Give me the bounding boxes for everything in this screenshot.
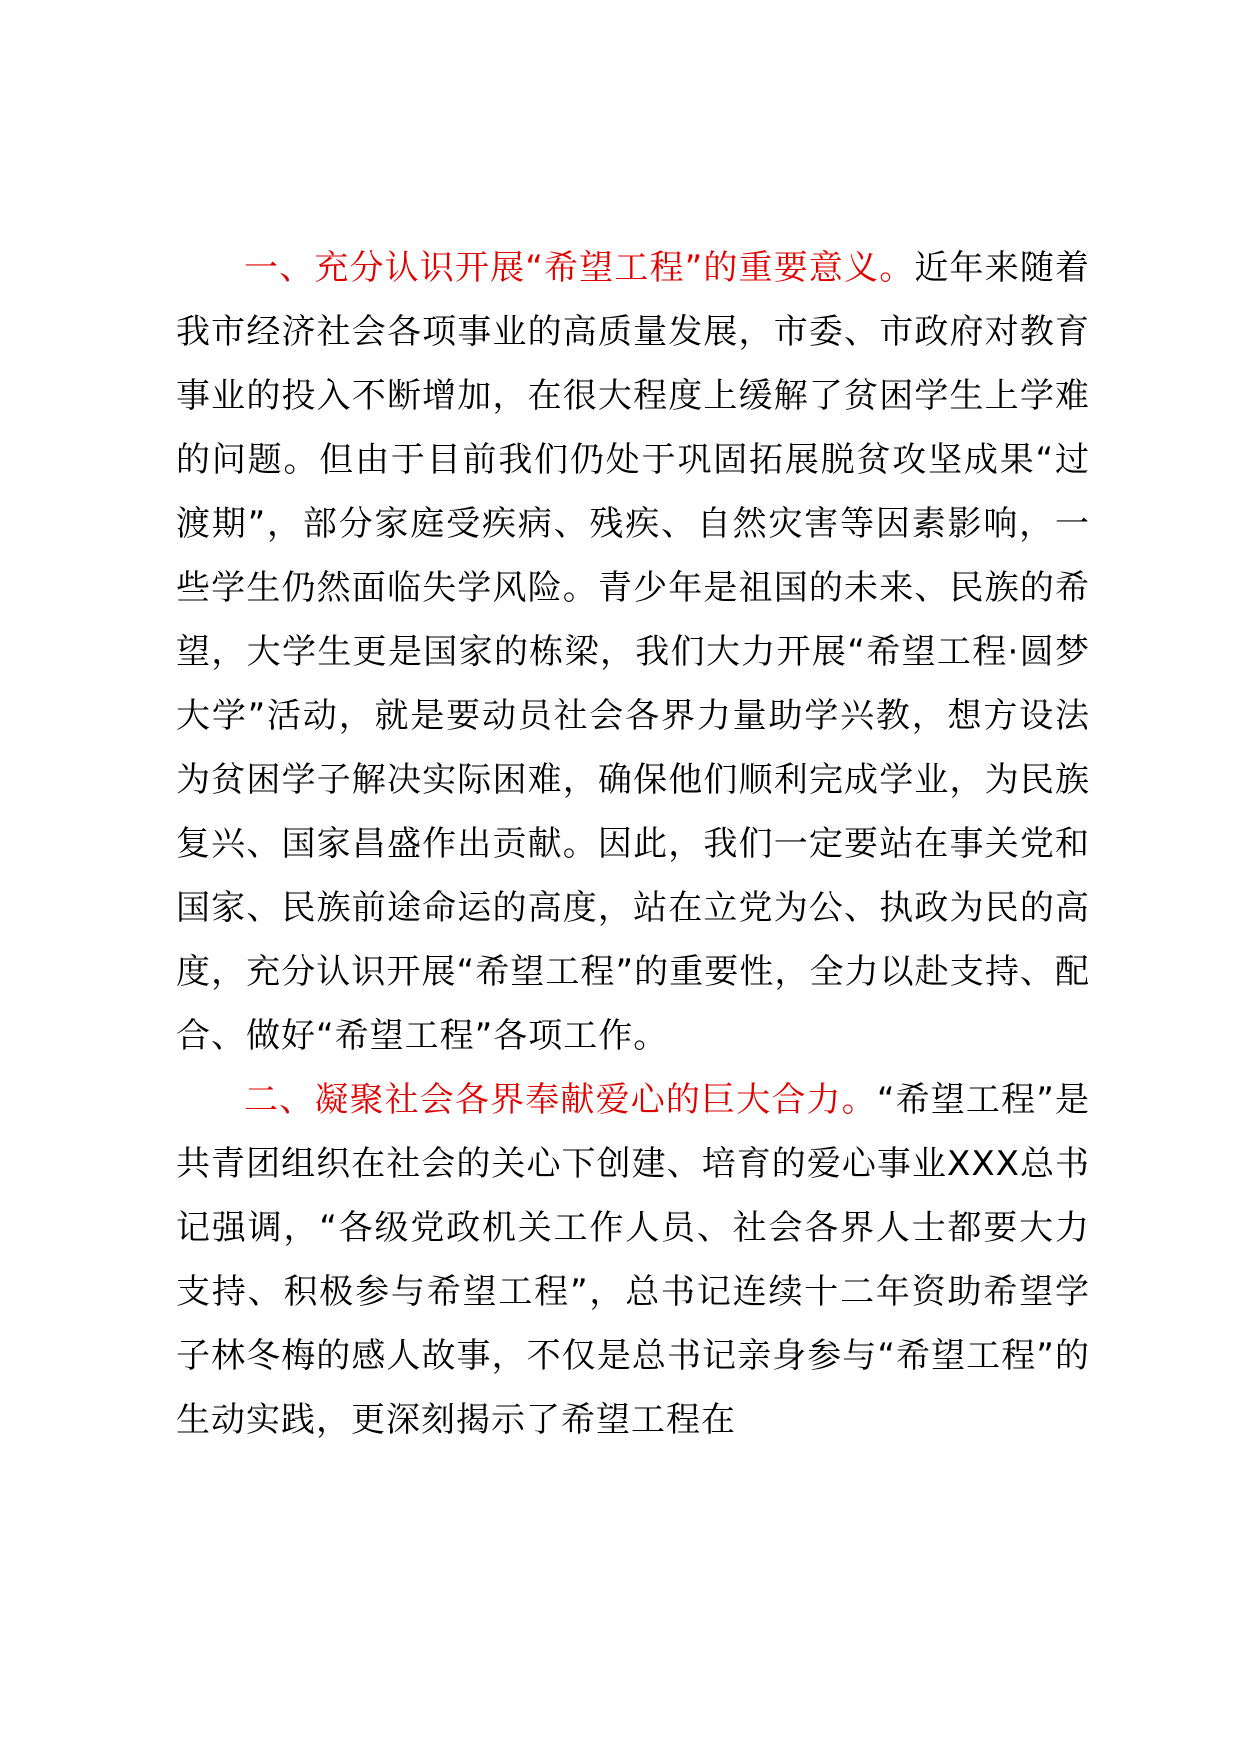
paragraph-2	[176, 1068, 1090, 1452]
section-heading-2: 二、凝聚社会各界奉献爱心的巨大合力。	[244, 1080, 877, 1120]
paragraph-text-2: “希望工程”是共青团组织在社会的关心下创建、培育的爱心事业XXX总书记强调，“各级党政机关工作人员、社会各界人士都要大力支持、积极参与希望工程”，总书记连续十二年资助希望学子林冬梅的感人故事，不仅是总书记亲身参与“希望工程”的生动实践，更深刻揭示了希望工程在	[176, 1080, 1090, 1440]
section-heading-1: 一、充分认识开展“希望工程”的重要意义。	[244, 248, 915, 288]
paragraph-text-1: 近年来随着我市经济社会各项事业的高质量发展，市委、市政府对教育事业的投入不断增加，在很大程度上缓解了贫困学生上学难的问题。但由于目前我们仍处于巩固拓展脱贫攻坚成果“过渡期”，部分家庭受疾病、残疾、自然灾害等因素影响，一些学生仍然面临失学风险。青少年是祖国的未来、民族的希望，大学生更是国家的栋梁，我们大力开展“希望工程·圆梦大学”活动，就是要动员社会各界力量助学兴教，想方设法为贫困学子解决实际困难，确保他们顺利完成学业，为民族复兴、国家昌盛作出贡献。因此，我们一定要站在事关党和国家、民族前途命运的高度，站在立党为公、执政为民的高度，充分认识开展“希望工程”的重要性，全力以赴支持、配合、做好“希望工程”各项工作。	[176, 248, 1091, 1056]
document-body	[176, 236, 1090, 1452]
paragraph-1	[176, 236, 1090, 1068]
